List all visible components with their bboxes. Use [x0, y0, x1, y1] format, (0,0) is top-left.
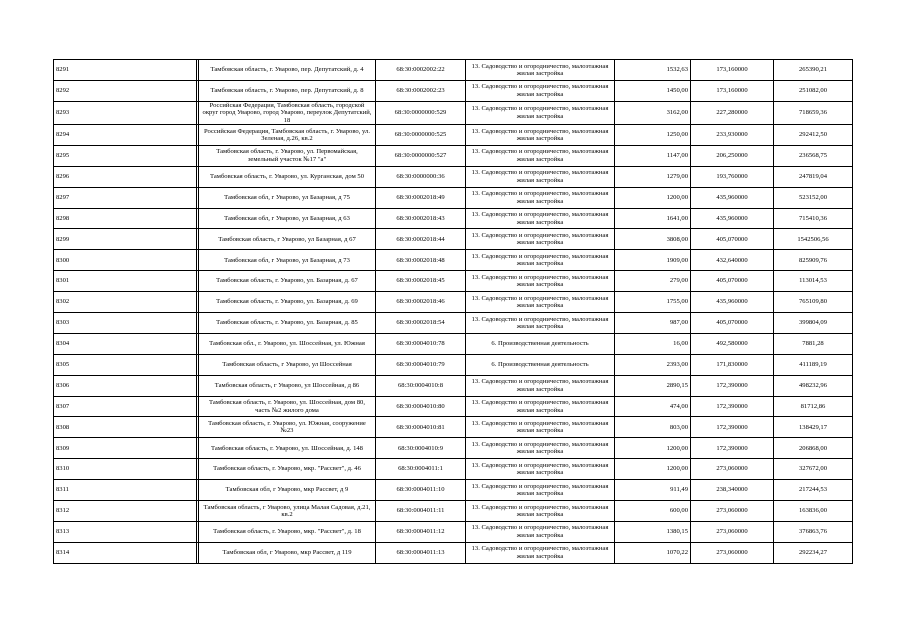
specific-value-cell: 405,070000: [691, 271, 774, 292]
row-number: 8302: [54, 292, 197, 313]
specific-value-cell: 173,160000: [691, 60, 774, 81]
row-number: 8314: [54, 542, 197, 563]
land-use-cell: 13. Садоводство и огородничество, малоэтажная жилая застройка: [466, 271, 615, 292]
specific-value-cell: 227,280000: [691, 101, 774, 124]
cadastral-value-cell: 7881,28: [774, 333, 853, 354]
table-row: [54, 250, 853, 271]
row-number: 8309: [54, 438, 197, 459]
cadastral-value-cell: 113014,53: [774, 271, 853, 292]
cadastral-number-cell: 68:30:0004010:80: [376, 396, 466, 417]
area-cell: 3808,00: [615, 229, 691, 250]
area-cell: 279,00: [615, 271, 691, 292]
cadastral-number-cell: 68:30:0004011:12: [376, 521, 466, 542]
cadastral-value-table: [53, 59, 853, 564]
address-cell: Тамбовская область, г. Уварово, ул. Курганская, дом 50: [199, 166, 376, 187]
cadastral-value-cell: 825909,76: [774, 250, 853, 271]
address-cell: Российская Федерация, Тамбовская область, городской округ город Уварово, город Уварово, переулок Депутатский, 18: [199, 101, 376, 124]
address-cell: Тамбовская область, г. Уварово, ул. Базарная, д. 85: [199, 313, 376, 334]
cadastral-value-cell: 765109,80: [774, 292, 853, 313]
cadastral-value-cell: 163836,00: [774, 501, 853, 522]
address-cell: Тамбовская обл., г. Уварово, ул. Шоссейная, ул. Южная: [199, 333, 376, 354]
row-number: 8298: [54, 208, 197, 229]
cadastral-value-cell: 292412,50: [774, 125, 853, 146]
address-cell: Тамбовская обл, г Уварово, ул Базарная, д 75: [199, 187, 376, 208]
area-cell: 1380,15: [615, 521, 691, 542]
specific-value-cell: 171,830000: [691, 354, 774, 375]
address-cell: Тамбовская область, г. Уварово, ул. Южная, сооружение №23: [199, 417, 376, 438]
land-use-cell: 13. Садоводство и огородничество, малоэтажная жилая застройка: [466, 438, 615, 459]
specific-value-cell: 435,960000: [691, 208, 774, 229]
row-number: 8296: [54, 166, 197, 187]
table-row: [54, 292, 853, 313]
land-use-cell: 13. Садоводство и огородничество, малоэтажная жилая застройка: [466, 459, 615, 480]
land-use-cell: 13. Садоводство и огородничество, малоэтажная жилая застройка: [466, 292, 615, 313]
address-cell: Тамбовская область, г. Уварово, ул. Шоссейная, дом 80, часть №2 жилого дома: [199, 396, 376, 417]
cadastral-value-cell: 217244,53: [774, 480, 853, 501]
specific-value-cell: 172,390000: [691, 438, 774, 459]
table-row: [54, 271, 853, 292]
land-use-cell: 13. Садоводство и огородничество, малоэтажная жилая застройка: [466, 101, 615, 124]
area-cell: 1641,00: [615, 208, 691, 229]
specific-value-cell: 206,250000: [691, 145, 774, 166]
specific-value-cell: 435,960000: [691, 292, 774, 313]
specific-value-cell: 172,390000: [691, 396, 774, 417]
address-cell: Тамбовская обл, г Уварово, мкр Рассвет, д 119: [199, 542, 376, 563]
table-row: [54, 208, 853, 229]
land-use-cell: 13. Садоводство и огородничество, малоэтажная жилая застройка: [466, 80, 615, 101]
area-cell: 2393,00: [615, 354, 691, 375]
land-use-cell: 6. Производственная деятельность: [466, 354, 615, 375]
cadastral-number-cell: 68:30:0000000:36: [376, 166, 466, 187]
row-number: 8312: [54, 501, 197, 522]
row-number: 8305: [54, 354, 197, 375]
specific-value-cell: 273,060000: [691, 521, 774, 542]
area-cell: 911,49: [615, 480, 691, 501]
cadastral-value-cell: 715410,36: [774, 208, 853, 229]
area-cell: 3162,00: [615, 101, 691, 124]
cadastral-value-cell: 138429,17: [774, 417, 853, 438]
land-use-cell: 13. Садоводство и огородничество, малоэтажная жилая застройка: [466, 229, 615, 250]
address-cell: Тамбовская область, г. Уварово, мкр. "Рассвет", д. 18: [199, 521, 376, 542]
cadastral-number-cell: 68:30:0004010:8: [376, 375, 466, 396]
area-cell: 600,00: [615, 501, 691, 522]
table-row: [54, 354, 853, 375]
specific-value-cell: 172,390000: [691, 417, 774, 438]
area-cell: 1909,00: [615, 250, 691, 271]
cadastral-number-cell: 68:30:0002018:54: [376, 313, 466, 334]
land-use-cell: 13. Садоводство и огородничество, малоэтажная жилая застройка: [466, 187, 615, 208]
table-row: [54, 60, 853, 81]
land-use-cell: 13. Садоводство и огородничество, малоэтажная жилая застройка: [466, 313, 615, 334]
specific-value-cell: 435,960000: [691, 187, 774, 208]
land-use-cell: 13. Садоводство и огородничество, малоэтажная жилая застройка: [466, 417, 615, 438]
address-cell: Тамбовская область, г. Уварово, ул. Первомайская, земельный участок №17 "а": [199, 145, 376, 166]
table-row: [54, 145, 853, 166]
specific-value-cell: 173,160000: [691, 80, 774, 101]
row-number: 8293: [54, 101, 197, 124]
address-cell: Тамбовская область, г. Уварово, ул. Базарная, д. 67: [199, 271, 376, 292]
row-number: 8306: [54, 375, 197, 396]
cadastral-value-cell: 411189,19: [774, 354, 853, 375]
specific-value-cell: 405,070000: [691, 313, 774, 334]
cadastral-value-cell: 236568,75: [774, 145, 853, 166]
address-cell: Тамбовская обл, г Уварово, ул Базарная, д 73: [199, 250, 376, 271]
area-cell: 1532,63: [615, 60, 691, 81]
cadastral-value-cell: 376863,76: [774, 521, 853, 542]
row-number: 8301: [54, 271, 197, 292]
land-use-cell: 6. Производственная деятельность: [466, 333, 615, 354]
specific-value-cell: 492,580000: [691, 333, 774, 354]
cadastral-number-cell: 68:30:0002018:49: [376, 187, 466, 208]
specific-value-cell: 432,640000: [691, 250, 774, 271]
table-body: [54, 60, 853, 564]
area-cell: 16,00: [615, 333, 691, 354]
land-use-cell: 13. Садоводство и огородничество, малоэтажная жилая застройка: [466, 375, 615, 396]
table-row: [54, 375, 853, 396]
land-use-cell: 13. Садоводство и огородничество, малоэтажная жилая застройка: [466, 521, 615, 542]
land-use-cell: 13. Садоводство и огородничество, малоэтажная жилая застройка: [466, 542, 615, 563]
cadastral-number-cell: 68:30:0002002:23: [376, 80, 466, 101]
specific-value-cell: 273,060000: [691, 542, 774, 563]
address-cell: Тамбовская область, г Уварово, ул Шоссейная, д 86: [199, 375, 376, 396]
address-cell: Тамбовская область, г. Уварово, мкр. "Рассвет", д. 46: [199, 459, 376, 480]
row-number: 8291: [54, 60, 197, 81]
cadastral-number-cell: 68:30:0002002:22: [376, 60, 466, 81]
address-cell: Тамбовская область, г. Уварово, пер. Депутатский, д. 4: [199, 60, 376, 81]
table-row: [54, 229, 853, 250]
area-cell: 1200,00: [615, 187, 691, 208]
address-cell: Тамбовская область, г. Уварово, пер. Депутатский, д. 8: [199, 80, 376, 101]
land-use-cell: 13. Садоводство и огородничество, малоэтажная жилая застройка: [466, 60, 615, 81]
area-cell: 1200,00: [615, 459, 691, 480]
specific-value-cell: 193,760000: [691, 166, 774, 187]
table-row: [54, 333, 853, 354]
area-cell: 1070,22: [615, 542, 691, 563]
cadastral-number-cell: 68:30:0002018:48: [376, 250, 466, 271]
address-cell: Российская Федерация, Тамбовская область, г. Уварово, ул. Зеленая, д.26, кв.2: [199, 125, 376, 146]
cadastral-value-cell: 292234,27: [774, 542, 853, 563]
area-cell: 1200,00: [615, 438, 691, 459]
land-use-cell: 13. Садоводство и огородничество, малоэтажная жилая застройка: [466, 480, 615, 501]
land-use-cell: 13. Садоводство и огородничество, малоэтажная жилая застройка: [466, 125, 615, 146]
cadastral-number-cell: 68:30:0002018:46: [376, 292, 466, 313]
cadastral-number-cell: 68:30:0000000:525: [376, 125, 466, 146]
table-row: [54, 80, 853, 101]
cadastral-number-cell: 68:30:0004011:10: [376, 480, 466, 501]
table-row: [54, 417, 853, 438]
address-cell: Тамбовская область, г Уварово, улица Малая Садовая, д.21, кв.2: [199, 501, 376, 522]
land-use-cell: 13. Садоводство и огородничество, малоэтажная жилая застройка: [466, 396, 615, 417]
cadastral-value-cell: 718659,36: [774, 101, 853, 124]
address-cell: Тамбовская обл, г Уварово, ул Базарная, д 63: [199, 208, 376, 229]
cadastral-number-cell: 68:30:0002018:45: [376, 271, 466, 292]
area-cell: 987,00: [615, 313, 691, 334]
table-row: [54, 501, 853, 522]
address-cell: Тамбовская область, г Уварово, ул Шоссейная: [199, 354, 376, 375]
row-number: 8295: [54, 145, 197, 166]
land-use-cell: 13. Садоводство и огородничество, малоэтажная жилая застройка: [466, 145, 615, 166]
table-row: [54, 542, 853, 563]
cadastral-value-cell: 251082,00: [774, 80, 853, 101]
cadastral-value-cell: 247819,04: [774, 166, 853, 187]
area-cell: 1450,00: [615, 80, 691, 101]
cadastral-number-cell: 68:30:0004010:79: [376, 354, 466, 375]
row-number: 8304: [54, 333, 197, 354]
table-row: [54, 521, 853, 542]
table-row: [54, 459, 853, 480]
area-cell: 1755,00: [615, 292, 691, 313]
row-number: 8310: [54, 459, 197, 480]
row-number: 8313: [54, 521, 197, 542]
cadastral-number-cell: 68:30:0004011:11: [376, 501, 466, 522]
cadastral-number-cell: 68:30:0004010:78: [376, 333, 466, 354]
cadastral-number-cell: 68:30:0004011:13: [376, 542, 466, 563]
specific-value-cell: 238,340000: [691, 480, 774, 501]
cadastral-number-cell: 68:30:0000000:529: [376, 101, 466, 124]
specific-value-cell: 172,390000: [691, 375, 774, 396]
cadastral-number-cell: 68:30:0000000:527: [376, 145, 466, 166]
row-number: 8303: [54, 313, 197, 334]
land-use-cell: 13. Садоводство и огородничество, малоэтажная жилая застройка: [466, 501, 615, 522]
address-cell: Тамбовская обл, г Уварово, мкр Рассвет, д 9: [199, 480, 376, 501]
area-cell: 1250,00: [615, 125, 691, 146]
specific-value-cell: 405,070000: [691, 229, 774, 250]
row-number: 8308: [54, 417, 197, 438]
cadastral-number-cell: 68:30:0002018:43: [376, 208, 466, 229]
land-use-cell: 13. Садоводство и огородничество, малоэтажная жилая застройка: [466, 166, 615, 187]
row-number: 8307: [54, 396, 197, 417]
address-cell: Тамбовская область, г Уварово, ул Базарная, д 67: [199, 229, 376, 250]
address-cell: Тамбовская область, г. Уварово, ул. Шоссейная, д. 148: [199, 438, 376, 459]
cadastral-value-cell: 523152,00: [774, 187, 853, 208]
table-row: [54, 125, 853, 146]
area-cell: 803,00: [615, 417, 691, 438]
table-row: [54, 166, 853, 187]
area-cell: 2890,15: [615, 375, 691, 396]
land-use-cell: 13. Садоводство и огородничество, малоэтажная жилая застройка: [466, 208, 615, 229]
cadastral-value-cell: 81712,86: [774, 396, 853, 417]
table-row: [54, 313, 853, 334]
row-number: 8300: [54, 250, 197, 271]
table-row: [54, 396, 853, 417]
table-row: [54, 101, 853, 124]
cadastral-value-cell: 265390,21: [774, 60, 853, 81]
row-number: 8311: [54, 480, 197, 501]
cadastral-value-cell: 327672,00: [774, 459, 853, 480]
row-number: 8297: [54, 187, 197, 208]
cadastral-number-cell: 68:30:0004010:9: [376, 438, 466, 459]
table-row: [54, 187, 853, 208]
address-cell: Тамбовская область, г. Уварово, ул. Базарная, д. 69: [199, 292, 376, 313]
row-number: 8292: [54, 80, 197, 101]
cadastral-number-cell: 68:30:0002018:44: [376, 229, 466, 250]
specific-value-cell: 273,060000: [691, 501, 774, 522]
table-row: [54, 438, 853, 459]
area-cell: 1279,00: [615, 166, 691, 187]
area-cell: 474,00: [615, 396, 691, 417]
table-row: [54, 480, 853, 501]
specific-value-cell: 273,060000: [691, 459, 774, 480]
row-number: 8299: [54, 229, 197, 250]
land-use-cell: 13. Садоводство и огородничество, малоэтажная жилая застройка: [466, 250, 615, 271]
cadastral-number-cell: 68:30:0004010:81: [376, 417, 466, 438]
cadastral-value-cell: 498232,96: [774, 375, 853, 396]
cadastral-number-cell: 68:30:0004011:1: [376, 459, 466, 480]
row-number: 8294: [54, 125, 197, 146]
cadastral-value-cell: 1542506,56: [774, 229, 853, 250]
cadastral-value-cell: 399804,09: [774, 313, 853, 334]
area-cell: 1147,00: [615, 145, 691, 166]
cadastral-value-cell: 206868,00: [774, 438, 853, 459]
specific-value-cell: 233,930000: [691, 125, 774, 146]
